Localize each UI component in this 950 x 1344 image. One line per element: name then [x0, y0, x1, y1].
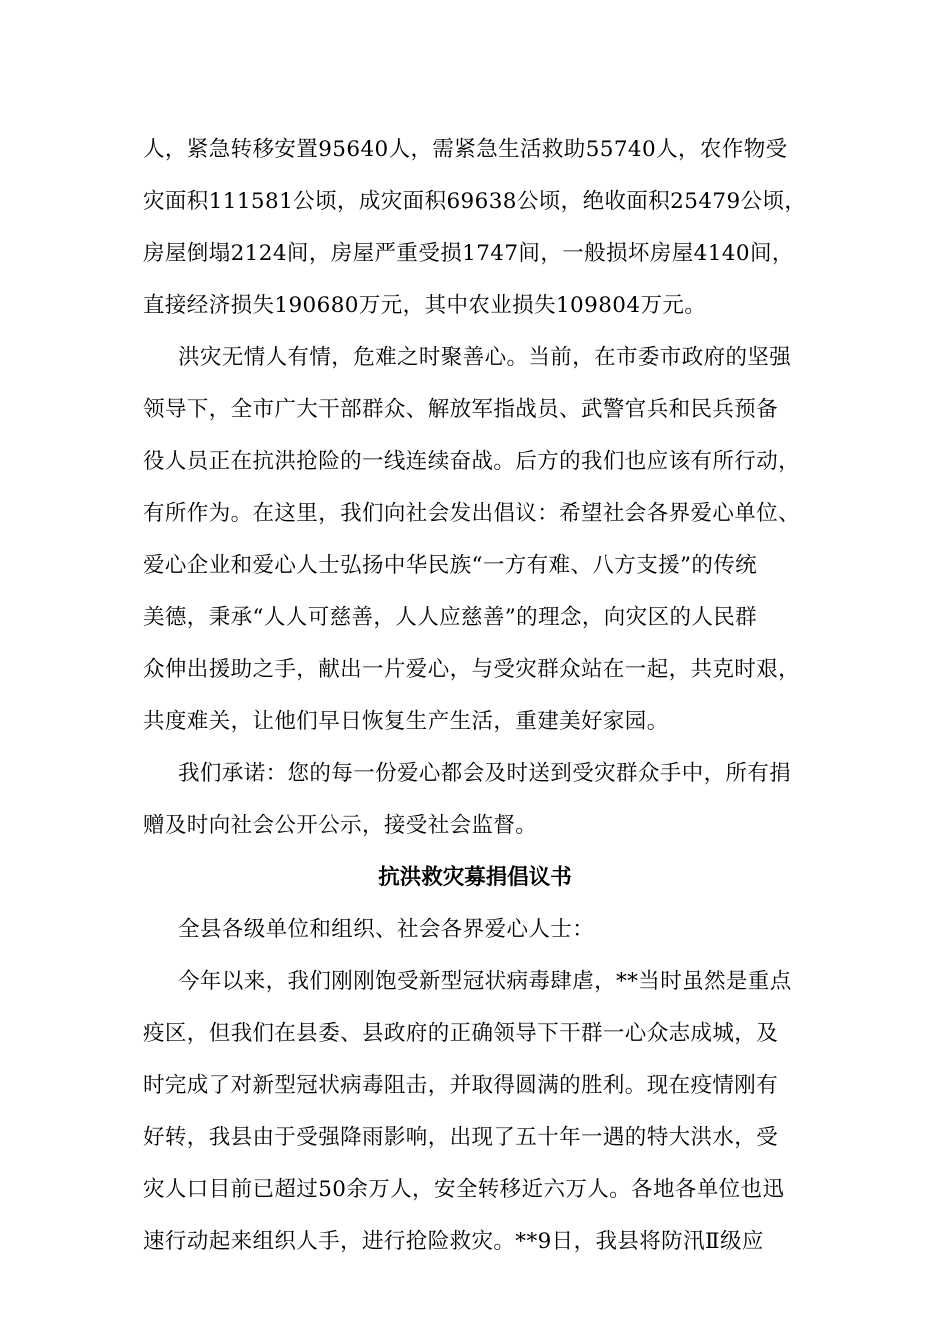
paragraph-line: 灾人口目前已超过50余万人，安全转移近六万人。各地各单位也迅 — [143, 1177, 785, 1202]
paragraph-line: 我们承诺：您的每一份爱心都会及时送到受灾群众手中，所有捐 — [178, 761, 792, 786]
paragraph-line: 赠及时向社会公开公示，接受社会监督。 — [143, 813, 538, 838]
salutation-line: 全县各级单位和组织、社会各界爱心人士： — [178, 917, 595, 942]
paragraph-line: 爱心企业和爱心人士弘扬中华民族“一方有难、八方支援”的传统 — [143, 553, 758, 578]
paragraph-line: 有所作为。在这里，我们向社会发出倡议：希望社会各界爱心单位、 — [143, 501, 801, 526]
paragraph-line: 领导下，全市广大干部群众、解放军指战员、武警官兵和民兵预备 — [143, 397, 779, 422]
paragraph-line: 灾面积111581公顷，成灾面积69638公顷，绝收面积25479公顷， — [143, 189, 807, 214]
paragraph-line: 直接经济损失190680万元，其中农业损失109804万元。 — [143, 293, 707, 318]
paragraph-line: 好转，我县由于受强降雨影响，出现了五十年一遇的特大洪水，受 — [143, 1125, 779, 1150]
section-title: 抗洪救灾募捐倡议书 — [378, 865, 572, 890]
paragraph-line: 疫区，但我们在县委、县政府的正确领导下干群一心众志成城，及 — [143, 1021, 779, 1046]
paragraph-line: 房屋倒塌2124间，房屋严重受损1747间，一般损坏房屋4140间， — [143, 241, 794, 266]
paragraph-line: 今年以来，我们刚刚饱受新型冠状病毒肆虐，**当时虽然是重点 — [178, 969, 792, 994]
paragraph-line: 众伸出援助之手，献出一片爱心，与受灾群众站在一起，共克时艰， — [143, 657, 801, 682]
paragraph-line: 人，紧急转移安置95640人，需紧急生活救助55740人，农作物受 — [143, 137, 788, 162]
paragraph-line: 共度难关，让他们早日恢复生产生活，重建美好家园。 — [143, 709, 669, 734]
paragraph-line: 洪灾无情人有情，危难之时聚善心。当前，在市委市政府的坚强 — [178, 345, 792, 370]
document-body — [143, 124, 807, 1254]
paragraph-line: 时完成了对新型冠状病毒阻击，并取得圆满的胜利。现在疫情刚有 — [143, 1073, 779, 1098]
paragraph-line: 美德，秉承“人人可慈善，人人应慈善”的理念，向灾区的人民群 — [143, 605, 758, 630]
paragraph-line: 速行动起来组织人手，进行抢险救灾。**9日，我县将防汛Ⅱ级应 — [143, 1229, 764, 1254]
paragraph-line: 役人员正在抗洪抢险的一线连续奋战。后方的我们也应该有所行动， — [143, 449, 801, 474]
